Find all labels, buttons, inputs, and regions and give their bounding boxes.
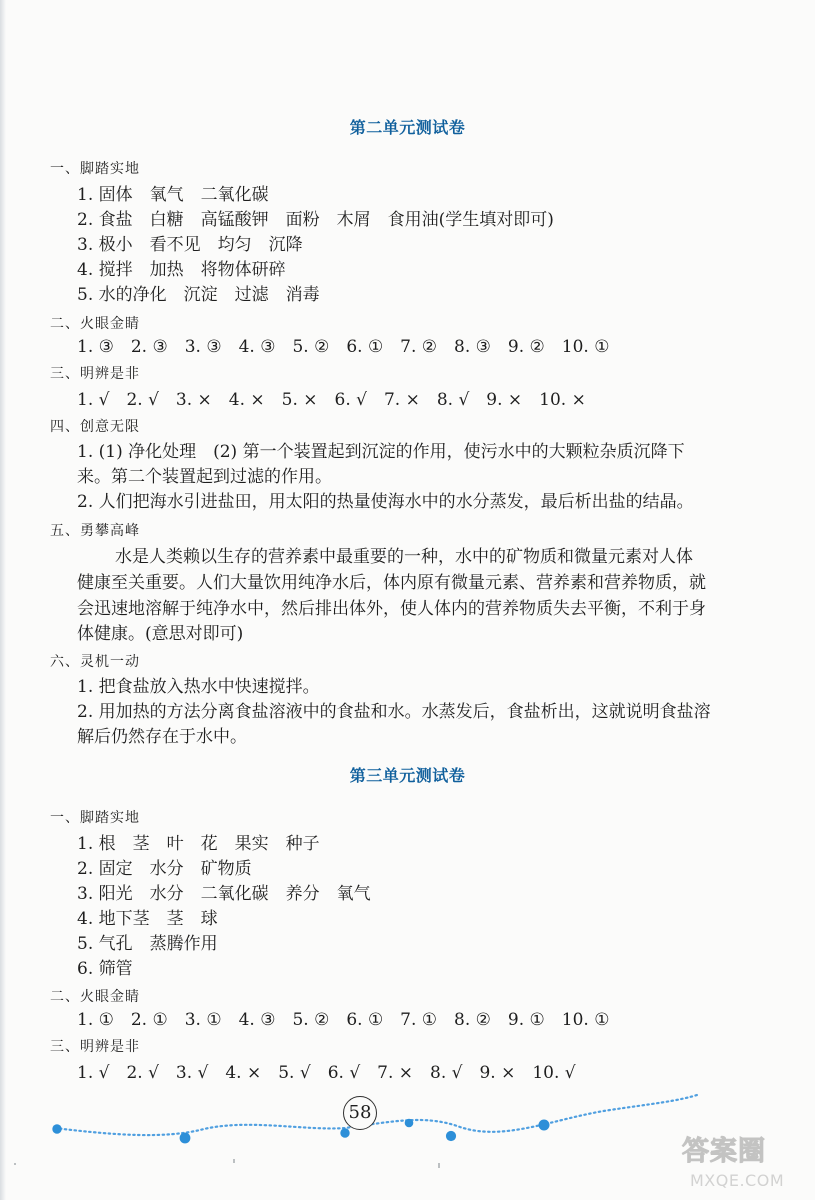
unit-2-part-5-line-1: 水是人类赖以生存的营养素中最重要的一种，水中的矿物质和微量元素对人体 — [115, 547, 693, 567]
unit-2-part-4-line-3: 2. 人们把海水引进盐田，用太阳的热量使海水中的水分蒸发，最后析出盐的结晶。 — [77, 492, 694, 512]
watermark-url-text: MXQE.COM — [690, 1171, 785, 1190]
blue-dot-icon — [52, 1124, 61, 1133]
unit-2-part-3-answers: 1. √ 2. √ 3. × 4. × 5. × 6. √ 7. × 8. √ 9. × 10. × — [77, 390, 586, 410]
blue-dot-icon — [446, 1131, 456, 1141]
unit-3-part-1-line-5: 5. 气孔 蒸腾作用 — [77, 934, 218, 954]
watermark-logo-text: 答案圈 — [682, 1136, 766, 1167]
unit-3-part-1-line-4: 4. 地下茎 茎 球 — [77, 909, 218, 929]
unit-2-part-5-line-4: 体健康。(意思对即可) — [77, 624, 244, 644]
unit-2-part-3-heading: 三、明辨是非 — [50, 366, 140, 382]
unit-2-part-1-line-2: 2. 食盐 白糖 高锰酸钾 面粉 木屑 食用油(学生填对即可) — [77, 210, 554, 230]
unit-3-title: 第三单元测试卷 — [349, 766, 466, 785]
blue-dot-icon — [180, 1133, 191, 1144]
unit-3-part-1-line-3: 3. 阳光 水分 二氧化碳 养分 氧气 — [77, 884, 371, 904]
scan-speck — [438, 1163, 440, 1168]
unit-2-part-1-line-3: 3. 极小 看不见 均匀 沉降 — [77, 235, 303, 255]
unit-3-part-3-heading: 三、明辨是非 — [50, 1039, 140, 1055]
unit-3-part-1-heading: 一、脚踏实地 — [50, 810, 140, 826]
page-number: 58 — [343, 1096, 377, 1130]
unit-2-part-6-line-1: 1. 把食盐放入热水中快速搅拌。 — [77, 677, 320, 697]
unit-2-part-1-line-4: 4. 搅拌 加热 将物体研碎 — [77, 260, 286, 280]
unit-2-part-1-line-1: 1. 固体 氧气 二氧化碳 — [77, 185, 269, 205]
unit-3-part-2-answers: 1. ① 2. ① 3. ① 4. ③ 5. ② 6. ① 7. ① 8. ② 9. ① 10. ① — [77, 1010, 610, 1030]
unit-3-part-1-line-2: 2. 固定 水分 矿物质 — [77, 859, 252, 879]
unit-3-part-2-heading: 二、火眼金睛 — [50, 989, 140, 1005]
scan-speck — [14, 1163, 16, 1165]
unit-2-part-5-line-3: 会迅速地溶解于纯净水中，然后排出体外，使人体内的营养物质失去平衡，不利于身 — [77, 599, 706, 619]
unit-2-part-2-heading: 二、火眼金睛 — [50, 316, 140, 332]
unit-3-part-1-line-6: 6. 筛管 — [77, 959, 133, 979]
unit-2-title: 第二单元测试卷 — [349, 118, 466, 137]
unit-2-part-5-line-2: 健康至关重要。人们大量饮用纯净水后，体内原有微量元素、营养素和营养物质，就 — [77, 573, 706, 593]
blue-dot-icon — [405, 1119, 414, 1128]
unit-2-part-6-heading: 六、灵机一动 — [50, 654, 140, 670]
unit-2-part-2-answers: 1. ③ 2. ③ 3. ③ 4. ③ 5. ② 6. ① 7. ② 8. ③ 9. ② 10. ① — [77, 337, 610, 357]
unit-2-part-6-line-2: 2. 用加热的方法分离食盐溶液中的食盐和水。水蒸发后，食盐析出，这就说明食盐溶 — [77, 702, 711, 722]
blue-dot-icon — [340, 1128, 349, 1137]
unit-2-part-6-line-3: 解后仍然存在于水中。 — [77, 727, 247, 747]
unit-2-part-4-line-1: 1. (1) 净化处理 (2) 第一个装置起到沉淀的作用，使污水中的大颗粒杂质沉降下 — [77, 442, 685, 462]
dotted-wave-footer — [0, 1088, 815, 1158]
unit-2-part-4-line-2: 来。第二个装置起到过滤的作用。 — [77, 467, 332, 487]
unit-2-part-1-heading: 一、脚踏实地 — [50, 161, 140, 177]
dotted-wave-line — [55, 1094, 700, 1135]
unit-2-part-5-heading: 五、勇攀高峰 — [50, 523, 140, 539]
scan-speck — [233, 1159, 235, 1163]
blue-dot-icon — [539, 1120, 550, 1131]
unit-2-part-4-heading: 四、创意无限 — [50, 419, 140, 435]
scan-page-edge — [0, 0, 6, 1200]
unit-3-part-1-line-1: 1. 根 茎 叶 花 果实 种子 — [77, 834, 320, 854]
unit-3-part-3-answers: 1. √ 2. √ 3. √ 4. × 5. √ 6. √ 7. × 8. √ 9. × 10. √ — [77, 1063, 576, 1083]
unit-2-part-1-line-5: 5. 水的净化 沉淀 过滤 消毒 — [77, 285, 320, 305]
